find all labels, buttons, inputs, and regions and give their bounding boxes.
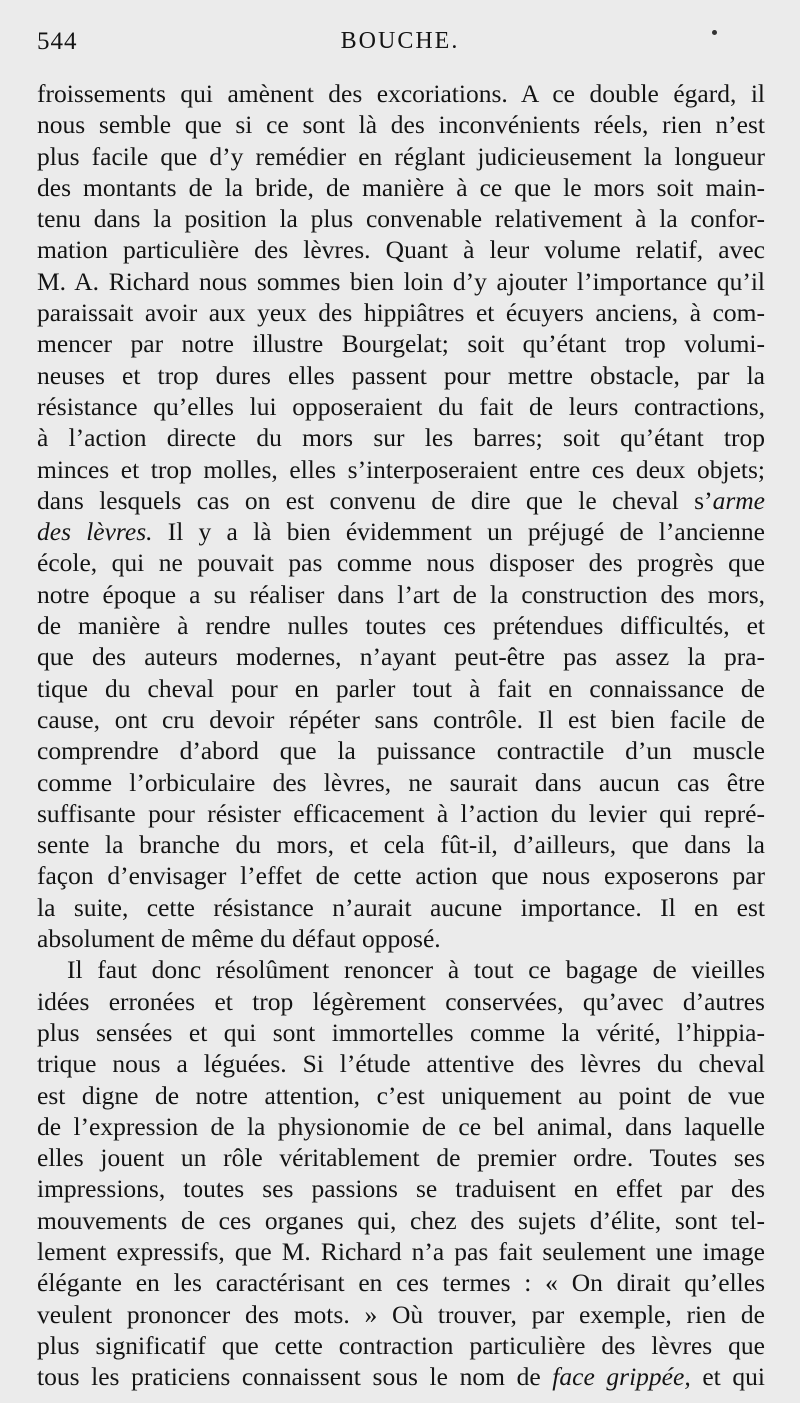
- text-line: froissements qui amènent des excoriations. A ce double égard, il: [37, 79, 765, 108]
- text-line: elles jouent un rôle véritablement de premier ordre. Toutes ses: [37, 1143, 765, 1173]
- text-line: plus sensées et qui sont immortelles comme la vérité, l’hippia-: [37, 1017, 765, 1047]
- text-line: plus facile que d’y remédier en réglant judicieusement la longueur: [37, 141, 765, 171]
- text-line: des montants de la bride, de manière à ce que le mors soit main-: [37, 172, 765, 202]
- text-line: de manière à rendre nulles toutes ces prétendues difficultés, et: [37, 611, 765, 641]
- text-line: lement expressifs, que M. Richard n’a pas fait seulement une image: [37, 1236, 765, 1266]
- text-line: façon d’envisager l’effet de cette action que nous exposerons par: [37, 861, 765, 891]
- text-line: suffisante pour résister efficacement à l’action du levier qui repré-: [37, 798, 765, 828]
- text-line: que des auteurs modernes, n’ayant peut-être pas assez la pra-: [37, 642, 765, 672]
- italic-phrase: des lèvres.: [37, 517, 153, 547]
- line-text: et qui: [690, 1362, 765, 1392]
- text-line: à l’action directe du mors sur les barres; soit qu’étant trop: [37, 423, 765, 453]
- line-text: Il y a là bien évidemment un préjugé de l’ancienne: [152, 517, 765, 547]
- running-title: BOUCHE.: [340, 28, 460, 54]
- text-line: comprendre d’abord que la puissance contractile d’un muscle: [37, 736, 765, 766]
- text-line: est digne de notre attention, c’est uniquement au point de vue: [37, 1080, 765, 1110]
- italic-term: arme: [712, 485, 765, 515]
- line-text: tous les praticiens connaissent sous le nom de: [37, 1362, 553, 1392]
- text-line: tenu dans la position la plus convenable relativement à la confor-: [37, 204, 765, 234]
- text-line: plus significatif que cette contraction particulière des lèvres que: [37, 1330, 765, 1360]
- text-line: de l’expression de la physionomie de ce bel animal, dans laquelle: [37, 1111, 765, 1141]
- italic-phrase: face grippée,: [552, 1362, 691, 1392]
- text-line: mencer par notre illustre Bourgelat; soit qu’étant trop volumi-: [37, 329, 765, 359]
- text-line: nous semble que si ce sont là des inconvénients réels, rien n’est: [37, 110, 765, 140]
- page-header: [0, 28, 800, 64]
- page-number: 544: [37, 28, 78, 55]
- text-line: résistance qu’elles lui opposeraient du fait de leurs contractions,: [37, 391, 765, 421]
- body-text: [37, 78, 765, 1392]
- text-line: minces et trop molles, elles s’interposeraient entre ces deux objets;: [37, 454, 765, 484]
- paragraph-first-line: Il faut donc résolûment renoncer à tout ce bagage de vieilles: [67, 955, 765, 985]
- text-line: impressions, toutes ses passions se traduisent en effet par des: [37, 1174, 765, 1204]
- text-line: [37, 485, 765, 516]
- text-line: cause, ont cru devoir répéter sans contrôle. Il est bien facile de: [37, 704, 765, 734]
- text-line: la suite, cette résistance n’aurait aucune importance. Il en est: [37, 892, 765, 922]
- text-line: [37, 516, 765, 547]
- text-line: sente la branche du mors, et cela fût-il, d’ailleurs, que dans la: [37, 830, 765, 860]
- text-line: comme l’orbiculaire des lèvres, ne saurait dans aucun cas être: [37, 767, 765, 797]
- text-line: M. A. Richard nous sommes bien loin d’y ajouter l’importance qu’il: [37, 266, 765, 296]
- text-line: [37, 1361, 765, 1392]
- text-line: paraissait avoir aux yeux des hippiâtres et écuyers anciens, à com-: [37, 298, 765, 328]
- text-line: mation particulière des lèvres. Quant à leur volume relatif, avec: [37, 235, 765, 265]
- ink-speck: [712, 30, 717, 35]
- text-line: élégante en les caractérisant en ces termes : « On dirait qu’elles: [37, 1268, 765, 1298]
- text-line: tique du cheval pour en parler tout à fait en connaissance de: [37, 673, 765, 703]
- text-line: idées erronées et trop légèrement conservées, qu’avec d’autres: [37, 986, 765, 1016]
- text-line: mouvements de ces organes qui, chez des sujets d’élite, sont tel-: [37, 1205, 765, 1235]
- text-line: neuses et trop dures elles passent pour mettre obstacle, par la: [37, 360, 765, 390]
- line-text: dans lesquels cas on est convenu de dire que le cheval s’: [37, 485, 713, 515]
- text-line: école, qui ne pouvait pas comme nous disposer des progrès que: [37, 548, 765, 578]
- text-line: trique nous a léguées. Si l’étude attentive des lèvres du cheval: [37, 1049, 765, 1079]
- text-line: veulent prononcer des mots. » Où trouver, par exemple, rien de: [37, 1299, 765, 1329]
- text-line: notre époque a su réaliser dans l’art de la construction des mors,: [37, 579, 765, 609]
- paragraph-last-line: absolument de même du défaut opposé.: [37, 924, 441, 954]
